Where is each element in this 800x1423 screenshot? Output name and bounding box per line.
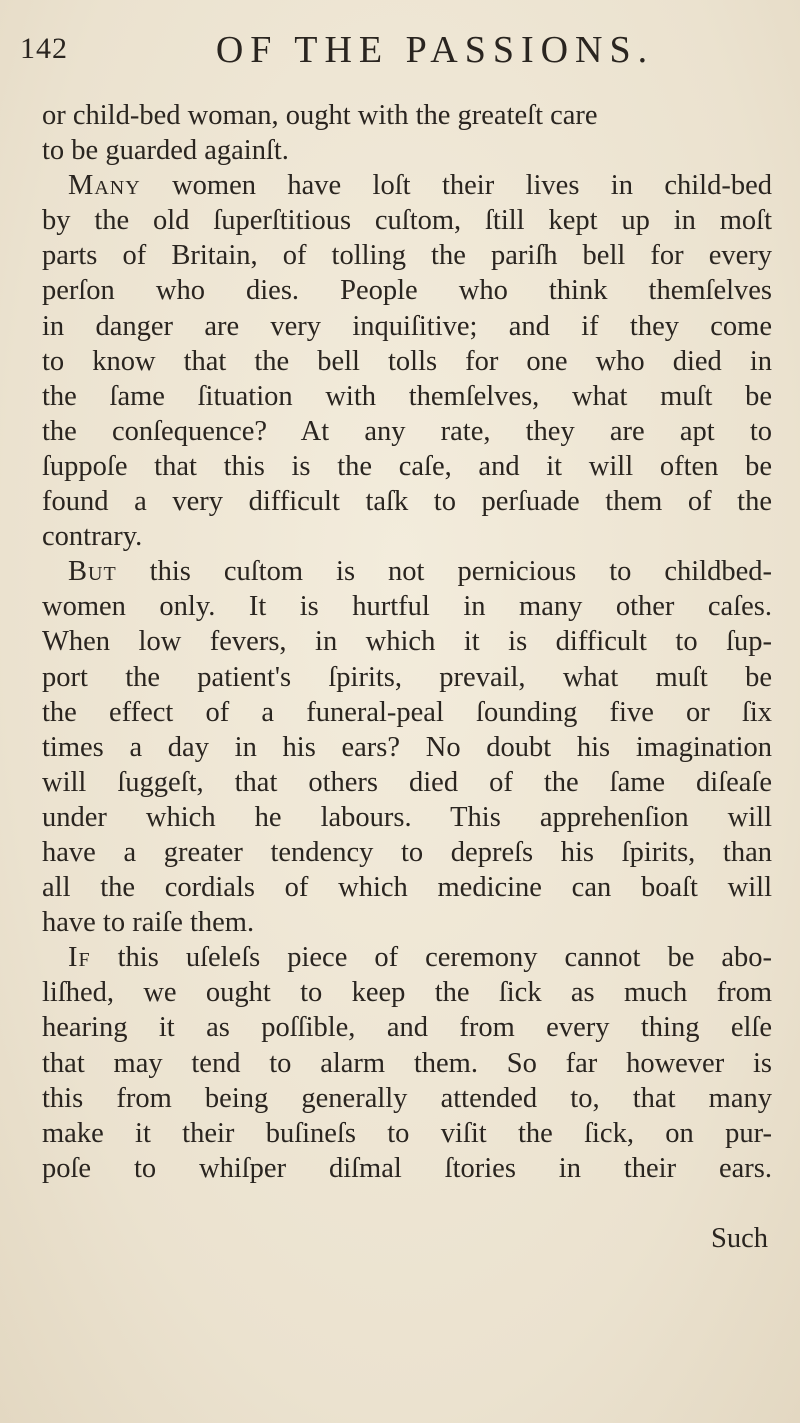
text-line: the conſequence? At any rate, they are apt to <box>42 415 772 447</box>
text-line: to know that the bell tolls for one who died in <box>42 345 772 377</box>
text-line: port the patient's ſpirits, prevail, what muſt be <box>42 661 772 693</box>
text-line: women have loſt their lives in child-bed <box>140 170 772 202</box>
paragraph-start <box>42 554 772 589</box>
text-line: by the old ſuperſtitious cuſtom, ſtill kept up in moſt <box>42 205 772 237</box>
text-line: ſuppoſe that this is the caſe, and it will often be <box>42 450 772 482</box>
text-line: in danger are very inquiſitive; and if they come <box>42 310 772 342</box>
text-line: poſe to whiſper diſmal ſtories in their ears. <box>42 1152 772 1184</box>
text-line: have a greater tendency to depreſs his ſpirits, than <box>42 836 772 868</box>
text-line <box>42 1186 772 1221</box>
text-line: the ſame ſituation with themſelves, what muſt be <box>42 380 772 412</box>
text-line: make it their buſineſs to viſit the ſick, on pur- <box>42 1117 772 1149</box>
text-line: all the cordials of which medicine can boaſt will <box>42 872 772 904</box>
text-line: When low fevers, in which it is difficult to ſup- <box>42 626 772 658</box>
paragraph-start <box>42 940 772 975</box>
text-line: have to raiſe them. <box>42 907 255 939</box>
paragraph-start <box>42 168 772 203</box>
text-line: liſhed, we ought to keep the ſick as much from <box>42 977 772 1009</box>
page-header <box>20 22 780 82</box>
lead-word: But <box>68 556 117 588</box>
lead-word: If <box>68 942 91 974</box>
text-line: found a very difficult taſk to perſuade them of the <box>42 486 772 518</box>
text-line: this uſeleſs piece of ceremony cannot be abo- <box>90 942 772 974</box>
text-line: that may tend to alarm them. So far however is <box>42 1047 772 1079</box>
running-head: OF THE PASSIONS. <box>215 29 655 71</box>
text-line: hearing it as poſſible, and from every thing elſe <box>42 1012 772 1044</box>
text-line: the effect of a funeral-peal ſounding five or ſix <box>42 696 772 728</box>
text-line: under which he labours. This apprehenſion will <box>42 801 772 833</box>
text-line: will ſuggeſt, that others died of the ſame diſeaſe <box>42 766 772 798</box>
body-text <box>42 98 772 1256</box>
text-line: women only. It is hurtful in many other caſes. <box>42 591 772 623</box>
catchword: Such <box>711 1223 768 1254</box>
text-line: this from being generally attended to, that many <box>42 1082 772 1114</box>
lead-word: Many <box>68 170 141 202</box>
text-line: to be guarded againſt. <box>42 135 289 167</box>
text-line: perſon who dies. People who think themſelves <box>42 275 772 307</box>
page-number: 142 <box>20 32 68 65</box>
text-line: times a day in his ears? No doubt his imagination <box>42 731 772 763</box>
text-line: or child-bed woman, ought with the greateſt care <box>42 100 598 131</box>
text-line: parts of Britain, of tolling the pariſh bell for every <box>42 240 772 272</box>
text-line: this cuſtom is not pernicious to childbed- <box>116 556 772 588</box>
text-line: contrary. <box>42 521 143 553</box>
